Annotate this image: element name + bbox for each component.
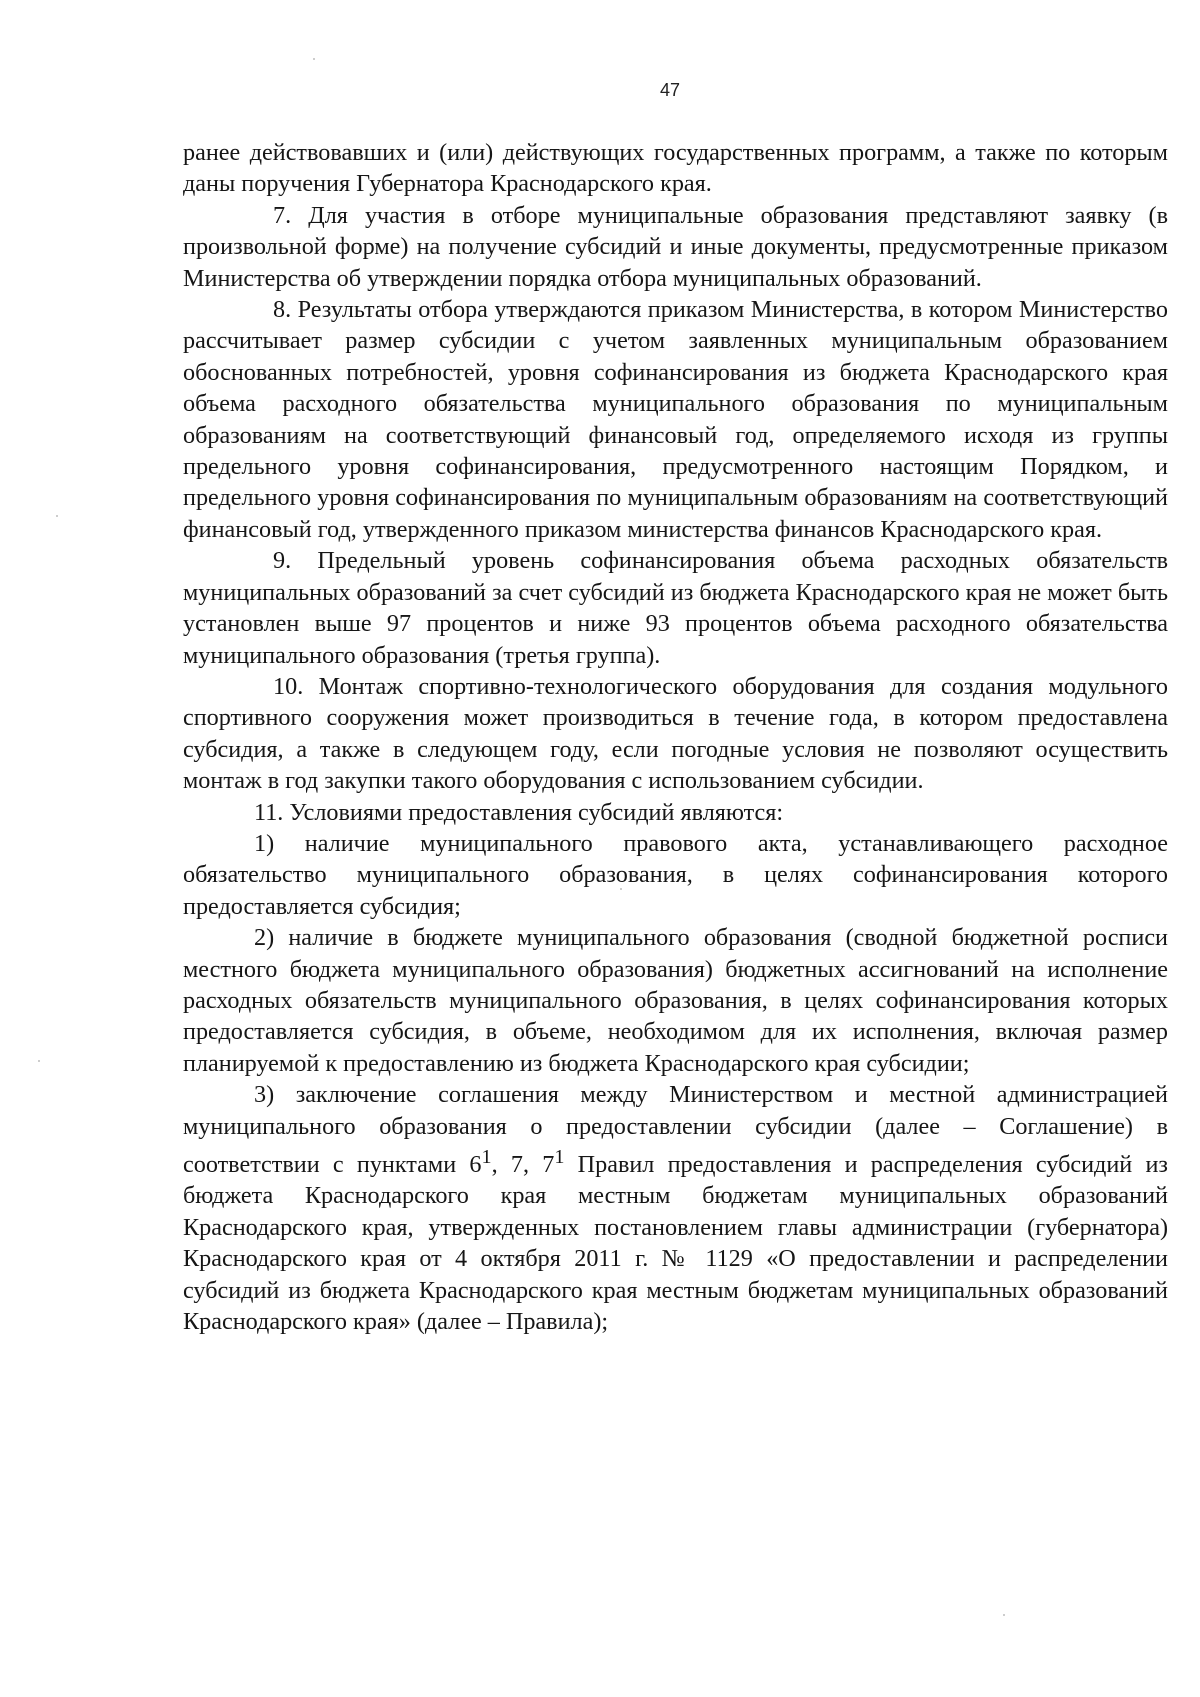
scan-speck	[313, 58, 315, 60]
scan-speck	[620, 888, 622, 890]
paragraph-item-10: 10. Монтаж спортивно-технологического оборудования для создания модульного спортивного сооружения может производиться в течение года, в котором предоставлена субсидия, а также в следующем году, если погодные условия не позволяют осуществить монтаж в год закупки такого оборудования с использованием субсидии.	[183, 672, 1168, 795]
paragraph-item-11: 11. Условиями предоставления субсидий являются:	[254, 798, 784, 826]
scan-speck	[1003, 1614, 1005, 1616]
paragraph-continuation: ранее действовавших и (или) действующих государственных программ, а также по которым даны поручения Губернатора Краснодарского края.	[183, 139, 1168, 198]
paragraph-item-9: 9. Предельный уровень софинансирования объема расходных обязательств муниципальных образований за счет субсидий из бюджета Краснодарского края не может быть установлен выше 97 процентов и ниже 93 процентов объема расходного обязательства муниципального образования (третья группа).	[183, 547, 1168, 669]
paragraph-subitem-2: 2) наличие в бюджете муниципального образования (сводной бюджетной росписи местного бюджета муниципального образования) бюджетных ассигнований на исполнение расходных обязательств муниципального образования, в целях софинансирования которых предоставляется субсидия, в объеме, необходимом для их исполнения, включая размер планируемой к предоставлению из бюджета Краснодарского края субсидии;	[183, 924, 1168, 1077]
paragraph-subitem-1: 1) наличие муниципального правового акта, устанавливающего расходное обязательство муниципального образования, в целях софинансирования которого предоставляется субсидия;	[183, 829, 1168, 920]
superscript-1: 1	[481, 1146, 492, 1168]
paragraph-subitem-3-part-b: , 7, 7	[491, 1151, 555, 1179]
paragraph-item-8: 8. Результаты отбора утверждаются приказом Министерства, в котором Министерство рассчитывает размер субсидии с учетом заявленных муниципальным образованием обоснованных потребностей, уровня софинансирования из бюджета Краснодарского края объема расходного обязательства муниципального образования по муниципальным образованиям на соответствующий финансовый год, определяемого исходя из группы предельного уровня софинансирования, предусмотренного настоящим Порядком, и предельного уровня софинансирования по муниципальным образованиям на соответствующий финансовый год, утвержденного приказом министерства финансов Краснодарского края.	[183, 296, 1168, 543]
superscript-2: 1	[554, 1146, 565, 1168]
scan-speck	[38, 1060, 40, 1062]
paragraph-item-7: 7. Для участия в отборе муниципальные образования представляют заявку (в произвольной форме) на получение субсидий и иные документы, предусмотренные приказом Министерства об утверждении порядка отбора муниципальных образований.	[183, 201, 1168, 292]
document-body	[183, 137, 1168, 1338]
scan-speck	[56, 515, 58, 517]
paragraph-subitem-3-part-c: Правил предоставления и распределения субсидий из бюджета Краснодарского края местным бюджетам муниципальных образований Краснодарского края, утвержденных постановлением главы администрации (губернатора) Краснодарского края от 4 октября 2011 г. № 1129 «О предоставлении и распределении субсидий из бюджета Краснодарского края местным бюджетам муниципальных образований Краснодарского края» (далее – Правила);	[183, 1151, 1168, 1336]
paragraph-subitem-3	[183, 1079, 1168, 1337]
paragraph-subitem-3-part-a: 3) заключение соглашения между Министерством и местной администрацией муниципального образования о предоставлении субсидии (далее – Соглашение) в соответствии с пунктами 6	[183, 1081, 1168, 1179]
page-number: 47	[659, 80, 681, 100]
